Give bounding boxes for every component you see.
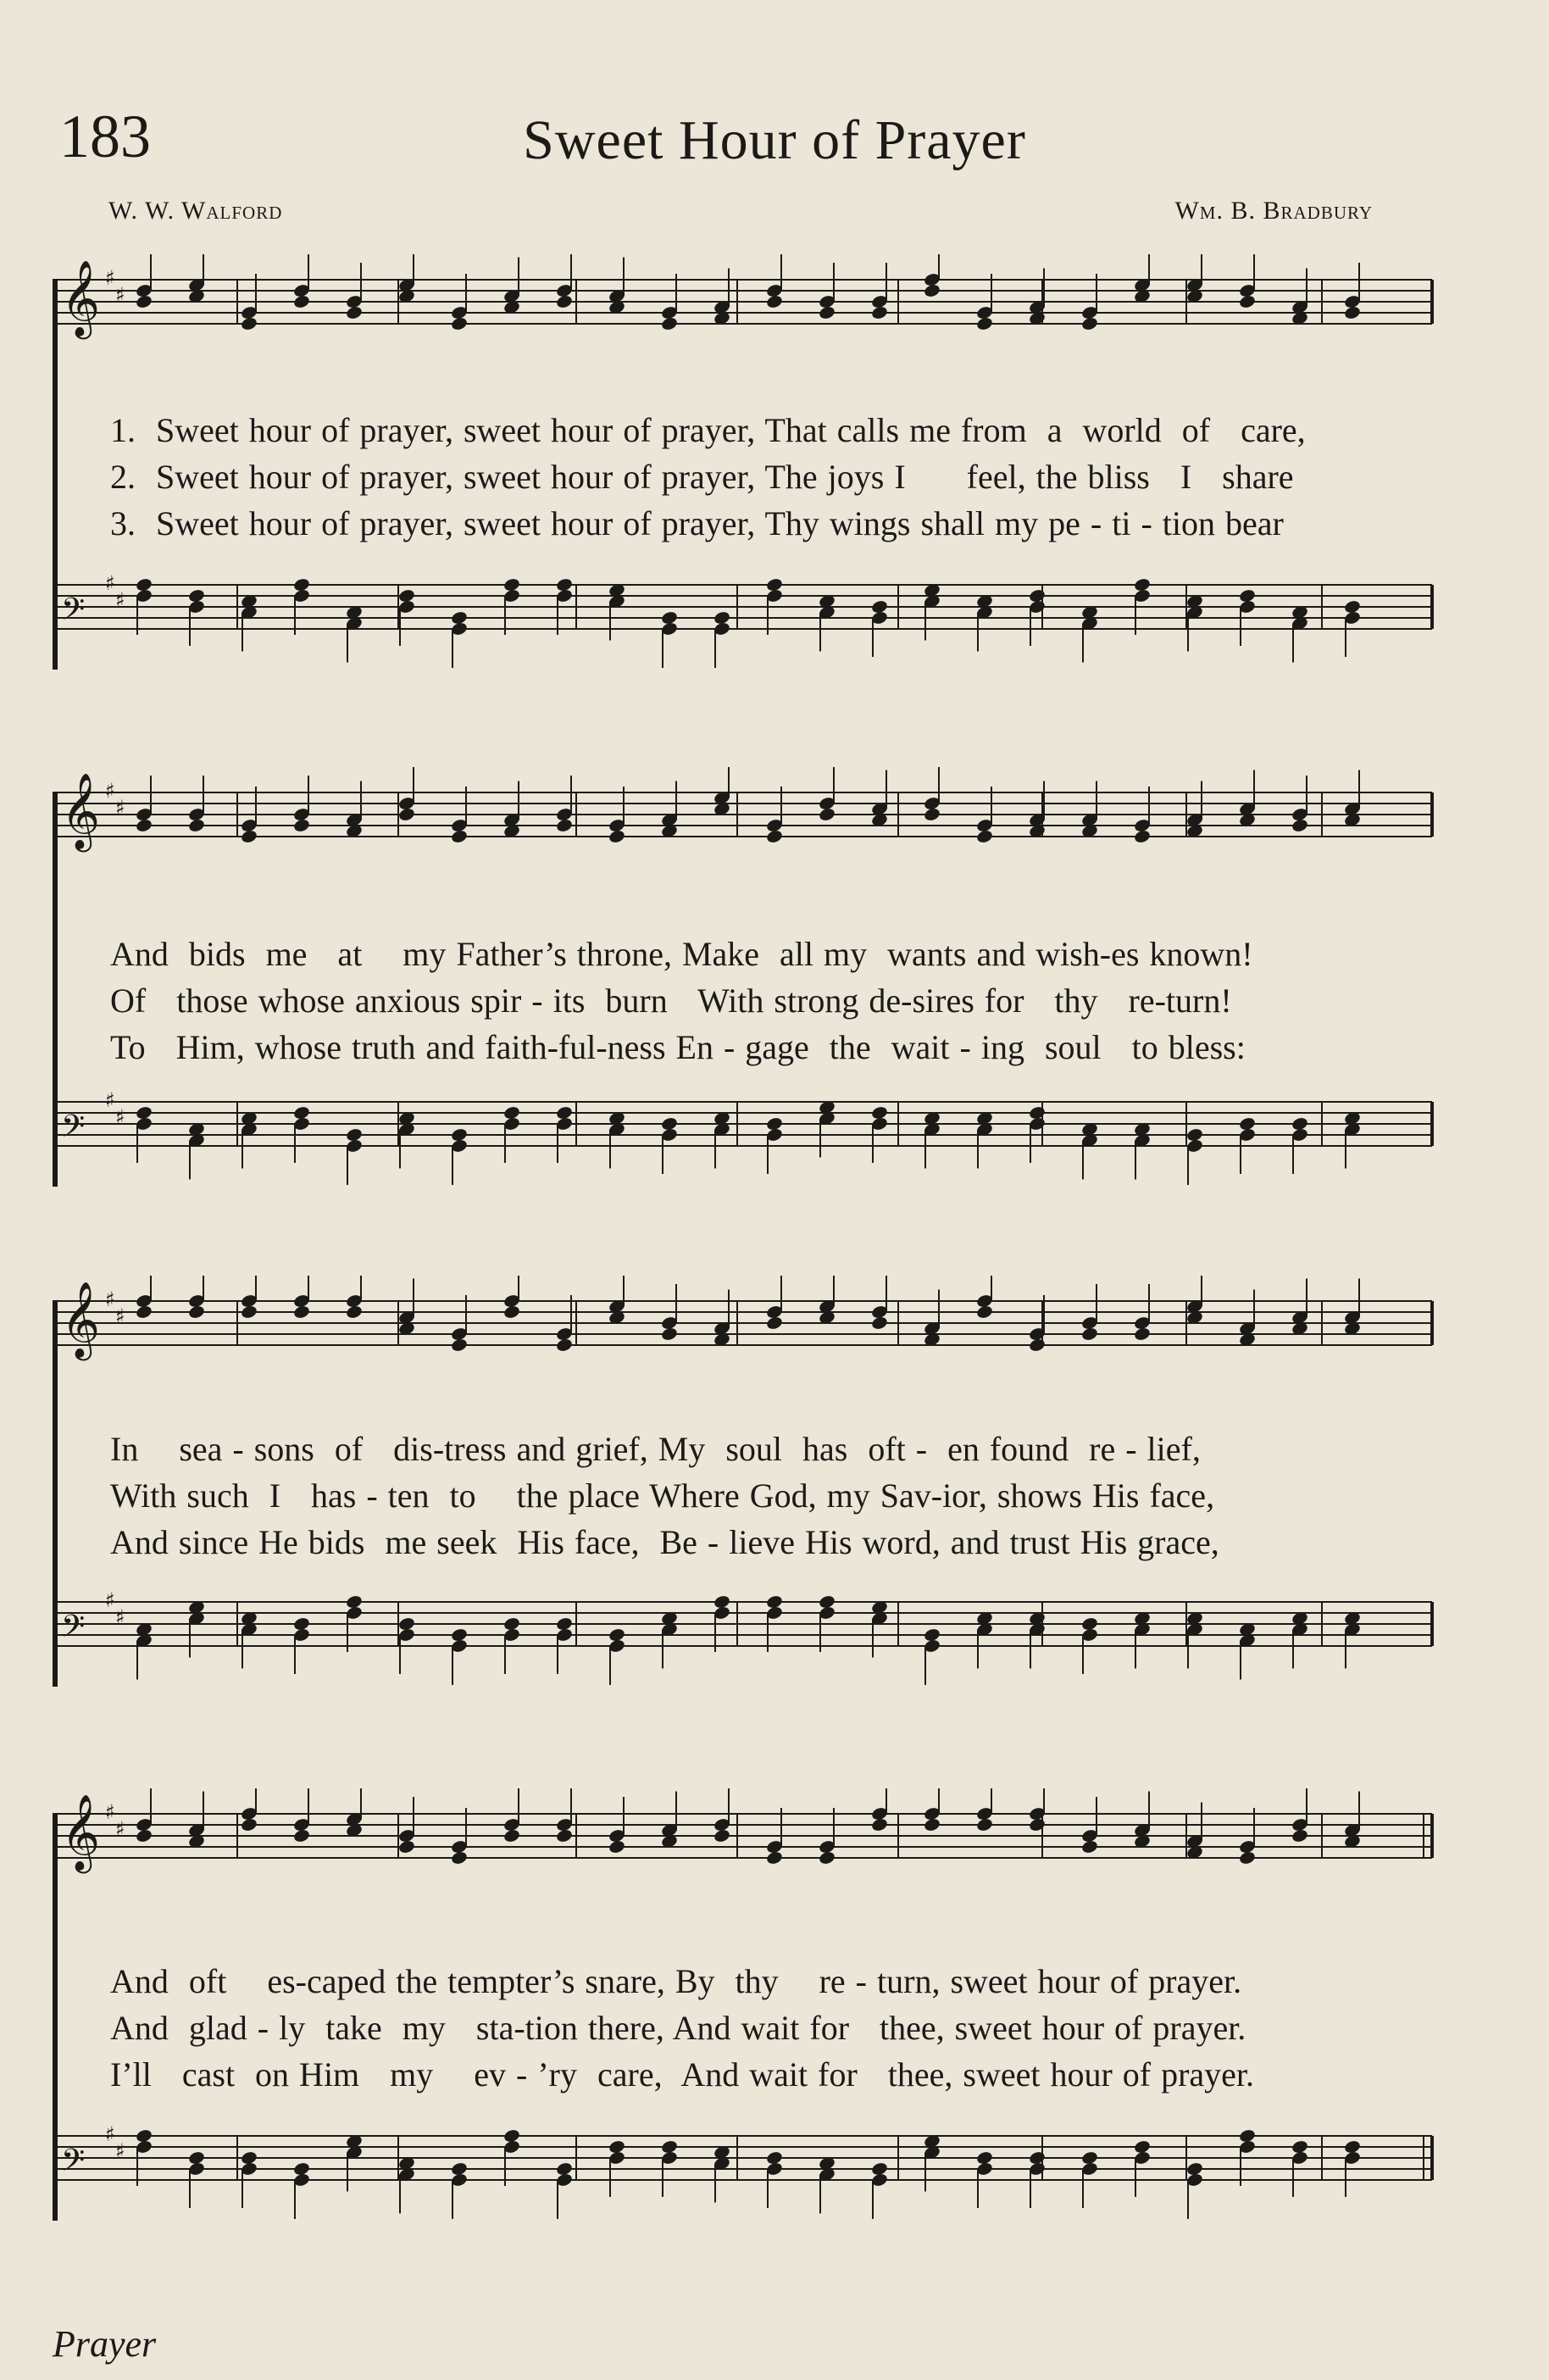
treble-clef-icon: 𝄞 — [61, 1794, 101, 1871]
composer-credit: Wm. B. Bradbury — [1174, 197, 1373, 225]
notehead — [818, 807, 836, 822]
bass-clef-icon: 𝄢 — [61, 2143, 86, 2186]
notehead — [555, 1337, 573, 1353]
lyric-line: And oft es-caped the tempter’s snare, By thy re - turn, sweet hour of prayer. — [110, 1962, 1242, 2000]
notehead — [345, 1304, 363, 1320]
notehead — [502, 1828, 520, 1843]
system-brace-line — [53, 792, 58, 1187]
verse-block-3 — [110, 1426, 1441, 1565]
sharp-icon: ♯ — [105, 2122, 115, 2146]
bass-clef-icon: 𝄢 — [61, 1609, 86, 1652]
lyric-line: Of those whose anxious spir - its burn With strong de-sires for thy re-turn! — [110, 981, 1232, 1020]
notehead — [555, 1828, 573, 1843]
notehead — [240, 1304, 258, 1320]
lyric-line: And bids me at my Father’s throne, Make all my wants and wish-es known! — [110, 935, 1253, 973]
lyric-line: And glad - ly take my sta-tion there, And wait for thee, sweet hour of prayer. — [110, 2009, 1246, 2047]
treble-staff-2 — [0, 767, 1549, 920]
treble-staff-4 — [0, 1788, 1549, 1941]
notehead — [135, 1828, 153, 1843]
treble-clef-icon: 𝄞 — [61, 260, 101, 336]
sharp-icon: ♯ — [115, 1105, 125, 1129]
notehead — [1343, 305, 1361, 320]
notehead — [870, 305, 888, 320]
lyricist-credit: W. W. Walford — [108, 197, 283, 225]
bass-clef-icon: 𝄢 — [61, 592, 86, 635]
bass-staff-3 — [0, 1576, 1549, 1746]
notehead — [292, 294, 310, 309]
notehead — [397, 807, 415, 822]
notehead — [923, 807, 941, 822]
notehead — [1238, 294, 1256, 309]
treble-clef-icon: 𝄞 — [61, 1282, 101, 1358]
notehead — [713, 1828, 730, 1843]
bass-staff-4 — [0, 2110, 1549, 2280]
notehead — [1291, 1828, 1308, 1843]
sharp-icon: ♯ — [105, 266, 115, 290]
treble-clef-icon: 𝄞 — [61, 773, 101, 849]
lyric-line: In sea - sons of dis-tress and grief, My soul has oft - en found re - lief, — [110, 1430, 1201, 1468]
notehead — [135, 818, 153, 833]
notehead — [923, 1817, 941, 1832]
notehead — [450, 1850, 468, 1866]
sharp-icon: ♯ — [105, 779, 115, 803]
notehead — [292, 1828, 310, 1843]
sharp-icon: ♯ — [115, 588, 125, 612]
notehead — [660, 316, 678, 331]
notehead — [240, 829, 258, 844]
notehead — [187, 818, 205, 833]
notehead — [870, 1315, 888, 1331]
notehead — [292, 818, 310, 833]
notehead — [1028, 1337, 1046, 1353]
lyric-line: With such I has - ten to the place Where God, my Sav-ior, shows His face, — [110, 1476, 1215, 1515]
sharp-icon: ♯ — [115, 2139, 125, 2163]
lyric-line: 1. Sweet hour of prayer, sweet hour of prayer, That calls me from a world of care, — [110, 411, 1306, 449]
verse-block-2 — [110, 931, 1441, 1070]
notehead — [1238, 1850, 1256, 1866]
notehead — [345, 305, 363, 320]
treble-staff-1 — [0, 254, 1549, 407]
system-brace-line — [53, 280, 58, 670]
bass-staff-2 — [0, 1076, 1549, 1246]
notehead — [1080, 1839, 1098, 1855]
notehead — [765, 829, 783, 844]
treble-staff-3 — [0, 1276, 1549, 1428]
sharp-icon: ♯ — [105, 1800, 115, 1824]
notehead — [1028, 1817, 1046, 1832]
notehead — [187, 1304, 205, 1320]
notehead — [240, 1817, 258, 1832]
lyric-line: 2. Sweet hour of prayer, sweet hour of prayer, The joys I feel, the bliss I share — [110, 458, 1294, 496]
hymn-title: Sweet Hour of Prayer — [523, 109, 1026, 171]
notehead — [975, 316, 993, 331]
system-brace-line — [53, 1814, 58, 2221]
notehead — [555, 294, 573, 309]
notehead — [975, 829, 993, 844]
notehead — [975, 1817, 993, 1832]
system-brace-line — [53, 1301, 58, 1687]
notehead — [1133, 1326, 1151, 1342]
notehead — [240, 316, 258, 331]
sharp-icon: ♯ — [105, 1588, 115, 1612]
lyric-line: 3. Sweet hour of prayer, sweet hour of prayer, Thy wings shall my pe - ti - tion bear — [110, 504, 1284, 542]
notehead — [975, 1304, 993, 1320]
sharp-icon: ♯ — [115, 1304, 125, 1328]
notehead — [1133, 829, 1151, 844]
notehead — [450, 316, 468, 331]
notehead — [135, 294, 153, 309]
notehead — [555, 818, 573, 833]
notehead — [1080, 1326, 1098, 1342]
verse-block-4 — [110, 1958, 1441, 2098]
notehead — [660, 1326, 678, 1342]
notehead — [765, 1850, 783, 1866]
hymn-number: 183 — [59, 103, 151, 170]
notehead — [818, 1850, 836, 1866]
sharp-icon: ♯ — [115, 283, 125, 307]
sharp-icon: ♯ — [115, 796, 125, 820]
bass-staff-1 — [0, 559, 1549, 729]
notehead — [765, 1315, 783, 1331]
notehead — [1080, 316, 1098, 331]
verse-block-1 — [110, 407, 1441, 547]
sharp-icon: ♯ — [115, 1817, 125, 1841]
notehead — [397, 1839, 415, 1855]
notehead — [292, 1304, 310, 1320]
notehead — [765, 294, 783, 309]
notehead — [1291, 818, 1308, 833]
bass-clef-icon: 𝄢 — [61, 1109, 86, 1152]
notehead — [818, 305, 836, 320]
sharp-icon: ♯ — [105, 1088, 115, 1112]
notehead — [502, 1304, 520, 1320]
topic-index-label: Prayer — [53, 2323, 157, 2365]
notehead — [135, 1304, 153, 1320]
notehead — [608, 829, 625, 844]
notehead — [870, 1817, 888, 1832]
lyric-line: And since He bids me seek His face, Be - lieve His word, and trust His grace, — [110, 1523, 1219, 1561]
notehead — [450, 829, 468, 844]
sharp-icon: ♯ — [105, 571, 115, 595]
notehead — [450, 1337, 468, 1353]
lyric-line: I’ll cast on Him my ev - ’ry care, And wait for thee, sweet hour of prayer. — [110, 2055, 1255, 2094]
notehead — [923, 283, 941, 298]
sharp-icon: ♯ — [115, 1605, 125, 1629]
notehead — [608, 1839, 625, 1855]
sharp-icon: ♯ — [105, 1287, 115, 1311]
lyric-line: To Him, whose truth and faith-ful-ness En - gage the wait - ing soul to bless: — [110, 1028, 1246, 1066]
